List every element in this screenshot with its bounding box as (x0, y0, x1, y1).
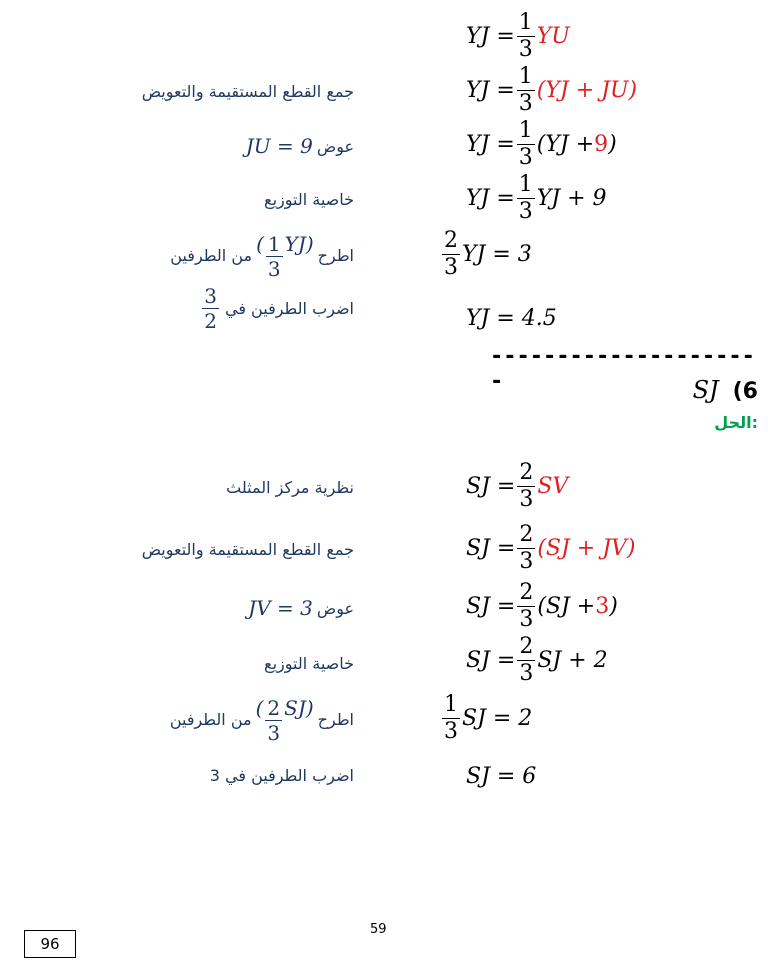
step-note: خاصية التوزيع (264, 654, 354, 673)
page-box-number: 96 (24, 930, 76, 958)
equation-7: SJ = $\frac{2}{3}$ SV (466, 460, 569, 512)
equation-12: SJ = 6 (466, 764, 537, 789)
fraction: $\frac{1}{3}$ (518, 172, 533, 224)
equation-10: SJ = $\frac{2}{3}$ SJ + 2 (466, 634, 608, 686)
step-note: اضرب الطرفين في 3 (209, 766, 354, 785)
page-number: 59 (370, 922, 387, 937)
equation-2: YJ = $\frac{1}{3}$ (YJ + JU) (466, 64, 638, 116)
step-note: عوض JU = 9 (245, 134, 354, 158)
problem-heading: SJ (6 (692, 376, 758, 404)
equation-8: SJ = $\frac{2}{3}$ (SJ + JV) (466, 522, 636, 574)
equation-1: YJ = $\frac{1}{3}$ YU (466, 10, 570, 62)
fraction: $\frac{2}{3}$ (519, 580, 534, 632)
fraction: $\frac{1}{3}$ (518, 64, 533, 116)
equation-4: YJ = $\frac{1}{3}$ YJ + 9 (466, 172, 607, 224)
fraction: $\frac{2}{3}$ (519, 522, 534, 574)
fraction: $\frac{1}{3}$ (518, 118, 533, 170)
fraction: $\frac{1}{3}$ (444, 692, 458, 744)
equation-9: SJ = $\frac{2}{3}$ (SJ + 3 ) (466, 580, 618, 632)
solution-label: الحل: (714, 413, 758, 432)
equation-3: YJ = $\frac{1}{3}$ (YJ + 9 ) (466, 118, 617, 170)
step-note: اضرب الطرفين في $\frac{3}{2}$ (204, 284, 354, 333)
step-note: اطرح ( $\frac{2}{3}$ SJ) من الطرفين (169, 696, 354, 745)
step-note: جمع القطع المستقيمة والتعويض (141, 540, 354, 559)
fraction: $\frac{2}{3}$ (444, 228, 458, 280)
fraction: $\frac{2}{3}$ (519, 634, 534, 686)
equation-5: $\frac{2}{3}$ YJ = 3 (444, 228, 532, 280)
step-note: عوض JV = 3 (248, 596, 354, 620)
equation-6: YJ = 4.5 (466, 306, 557, 331)
fraction: $\frac{2}{3}$ (519, 460, 534, 512)
step-note: نظرية مركز المثلث (226, 478, 354, 497)
step-note: اطرح ( $\frac{1}{3}$ YJ) من الطرفين (170, 232, 354, 281)
step-note: خاصية التوزيع (264, 190, 354, 209)
fraction: $\frac{1}{3}$ (518, 10, 533, 62)
section-divider: --------------------- (490, 344, 755, 394)
equation-11: $\frac{1}{3}$ SJ = 2 (444, 692, 533, 744)
step-note: جمع القطع المستقيمة والتعويض (141, 82, 354, 101)
